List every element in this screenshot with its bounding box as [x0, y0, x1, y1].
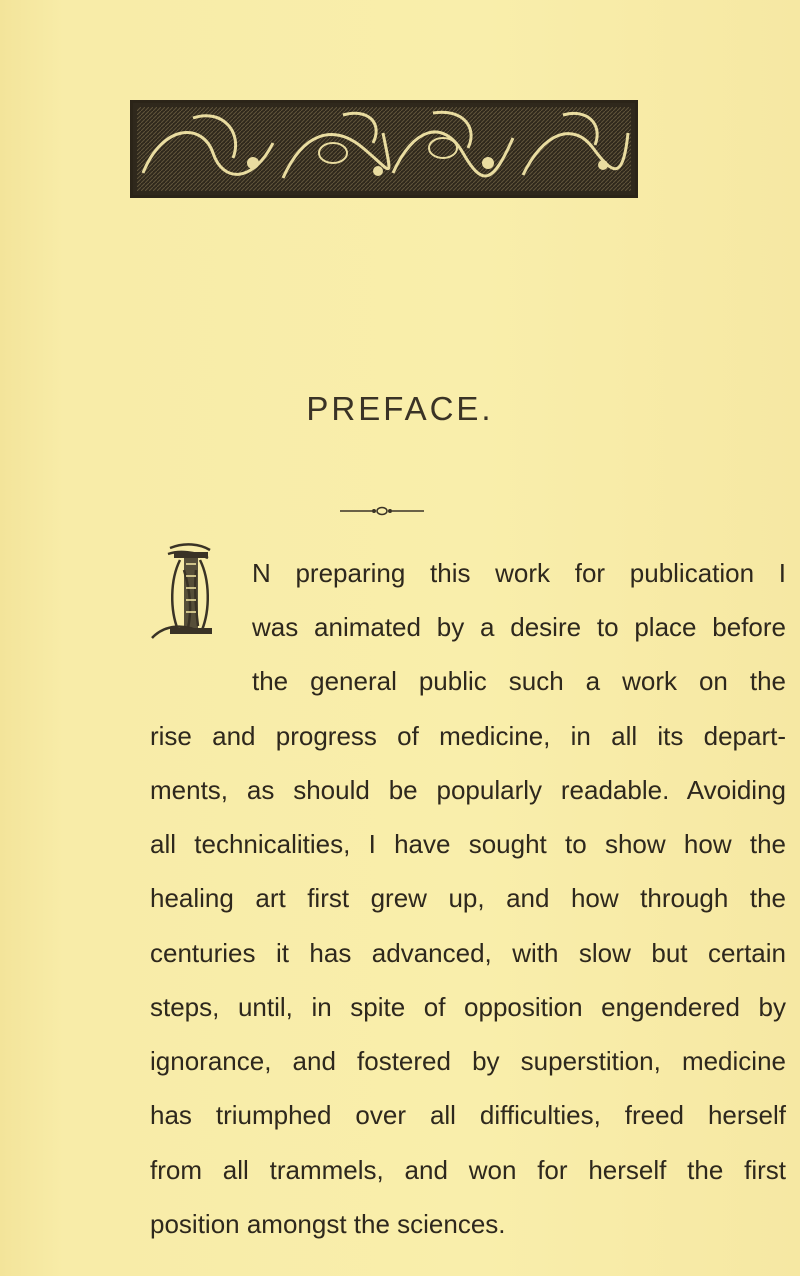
first-line-rest: N preparing this work for publication I — [252, 558, 786, 588]
text-line: all technicalities, I have sought to show how the — [150, 829, 786, 859]
text-line: from all trammels, and won for herself the first — [150, 1155, 786, 1185]
text-line: steps, until, in spite of opposition engendered by — [150, 992, 786, 1022]
text-line: has triumphed over all difficulties, freed herself — [150, 1100, 786, 1130]
text-line: centuries it has advanced, with slow but certain — [150, 938, 786, 968]
text-line: healing art first grew up, and how through the — [150, 883, 786, 913]
text-line: rise and progress of medicine, in all its depart- — [150, 721, 786, 751]
text-line: the general public such a work on the — [252, 666, 786, 696]
text-line: ments, as should be popularly readable. Avoiding — [150, 775, 786, 805]
text-line: ignorance, and fostered by superstition, medicine — [150, 1046, 786, 1076]
text-line: was animated by a desire to place before — [252, 612, 786, 642]
page-title: PREFACE. — [306, 390, 494, 427]
text-line: position amongst the sciences. — [150, 1209, 506, 1239]
